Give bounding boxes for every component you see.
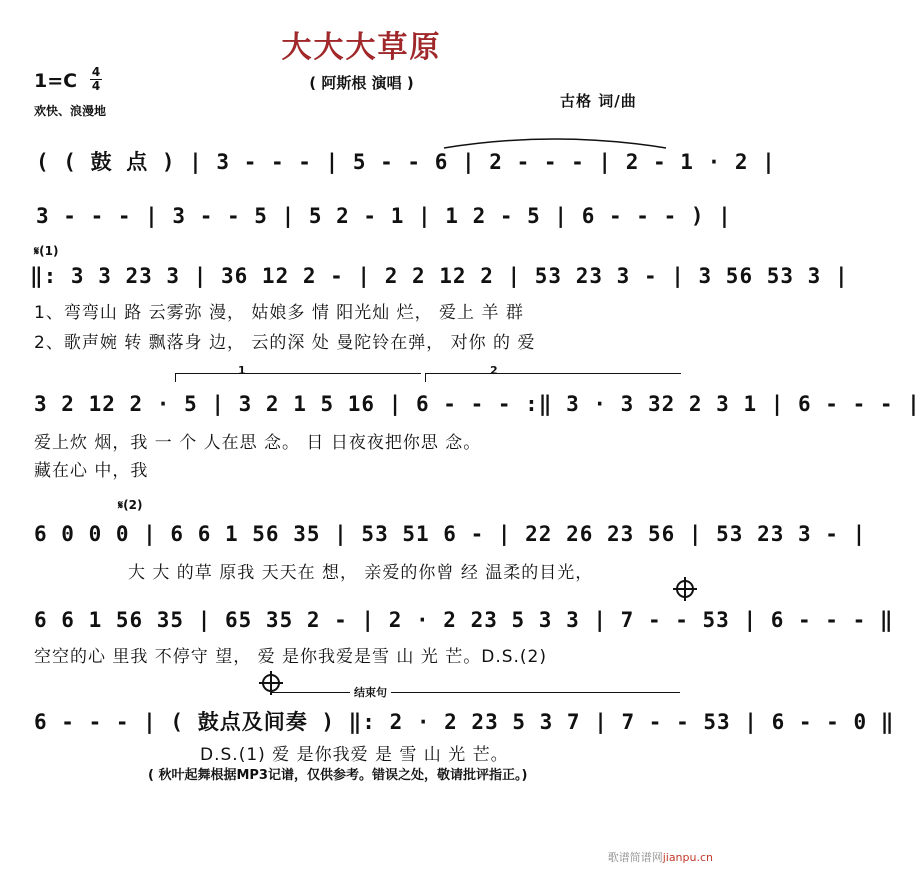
volta-1-label: 1 <box>238 364 246 377</box>
volta-2-label: 2 <box>490 364 498 377</box>
volta-1-bracket <box>175 373 421 382</box>
lyrics-line-5: 大 大 的草 原我 天天在 想， 亲爱的你曾 经 温柔的目光， <box>128 563 594 583</box>
score-line-2: 3 - - - | 3 - - 5 | 5 2 - 1 | 1 2 - 5 | 6 - - - ) | <box>36 204 732 228</box>
coda-sign-1 <box>676 580 694 598</box>
score-line-7: 6 - - - | ( 鼓点及间奏 ) ‖: 2 · 2 23 5 3 7 | 7 - - 53 | 6 - - 0 ‖ <box>34 710 895 734</box>
lyrics-line-4a: 爱上炊 烟，我 一 个 人在思 念。 日 日夜夜把你思 念。 <box>34 433 482 453</box>
lyrics-line-6: 空空的心 里我 不停守 望， 爱 是你我爱是雪 山 光 芒。D.S.(2) <box>34 647 547 667</box>
credit: 古格 词/曲 <box>560 92 637 110</box>
coda-sign-2 <box>262 674 280 692</box>
time-sig-top: 4 <box>91 65 101 79</box>
watermark <box>608 849 713 865</box>
score-line-3: ‖: 3 3 23 3 | 36 12 2 - | 2 2 12 2 | 53 23 3 - | 3 56 53 3 | <box>30 264 849 288</box>
time-sig-bottom: 4 <box>91 79 101 93</box>
ending-bracket <box>270 692 680 699</box>
watermark-prefix: 歌谱简谱网 <box>607 851 663 864</box>
tie-arc-1 <box>440 136 670 150</box>
volta-2-bracket <box>425 373 681 382</box>
key-signature: 1=C <box>34 70 78 92</box>
score-line-6: 6 6 1 56 35 | 65 35 2 - | 2 · 2 23 5 3 3 | 7 - - 53 | 6 - - - ‖ <box>34 608 894 632</box>
watermark-site: jianpu.cn <box>662 851 713 864</box>
segno-1: 𝄋(1) <box>34 244 59 258</box>
ending-label: 结束句 <box>350 684 391 700</box>
performer: ( 阿斯根 演唱 ) <box>309 74 414 92</box>
score-line-5: 6 0 0 0 | 6 6 1 56 35 | 53 51 6 - | 22 26 23 56 | 53 23 3 - | <box>34 522 867 546</box>
score-line-4: 3 2 12 2 · 5 | 3 2 1 5 16 | 6 - - - :‖ 3 · 3 32 2 3 1 | 6 - - - | <box>34 392 921 416</box>
lyrics-verse-1: 1、弯弯山 路 云雾弥 漫， 姑娘多 情 阳光灿 烂， 爱上 羊 群 <box>34 303 524 323</box>
score-line-1: ( ( 鼓 点 ) | 3 - - - | 5 - - 6 | 2 - - - | 2 - 1 · 2 | <box>36 150 776 174</box>
song-title: 大大大草原 <box>281 30 442 65</box>
lyrics-verse-2: 2、歌声婉 转 飘落身 边， 云的深 处 曼陀铃在弹， 对你 的 爱 <box>34 333 536 353</box>
lyrics-line-7: D.S.(1) 爱 是你我爱 是 雪 山 光 芒。 <box>200 745 509 765</box>
tempo-marking: 欢快、浪漫地 <box>34 104 107 118</box>
segno-2: 𝄋(2) <box>118 498 143 512</box>
footnote: ( 秋叶起舞根据MP3记谱，仅供参考。错误之处，敬请批评指正。) <box>148 768 528 783</box>
lyrics-line-4b: 藏在心 中，我 <box>34 461 149 481</box>
time-signature <box>90 66 102 93</box>
